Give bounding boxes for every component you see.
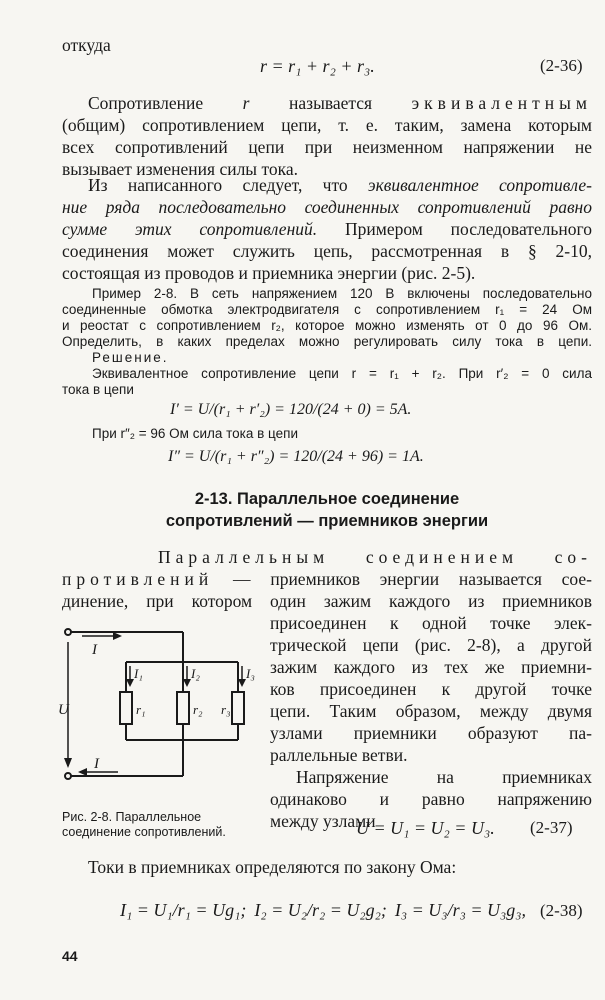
spaced-term: эквивалентным: [411, 93, 592, 113]
section-heading-line2: сопротивлений — приемников энергии: [165, 512, 489, 530]
para1-text: называется: [249, 93, 412, 113]
terminal-top: [65, 629, 71, 635]
example-line: тока в цепи: [62, 382, 134, 397]
para1-line2: (общим) сопротивлением цепи, т. е. таким, замена которым: [62, 115, 592, 135]
para3-line: трической цепи (рис. 2-8), а другой: [270, 635, 592, 655]
example-line: и реостат с сопротивлением r₂, которое можно изменять от 0 до 96 Ом.: [62, 318, 592, 333]
paragraph-parallel-continuation: [270, 612, 592, 832]
para3-line2: [62, 568, 592, 590]
para3-line: цепи. Таким образом, между двумя: [270, 701, 592, 721]
para2-italic: эквивалентное сопротивле-: [367, 175, 592, 195]
para1-text: Сопротивление: [88, 93, 243, 113]
example-formula-2: I″ = U/(r₁ + r″₂) = 120/(24 + 96) = 1А.: [168, 448, 424, 465]
label-voltage: U: [58, 702, 69, 718]
para2-line2: [62, 196, 592, 218]
intro-word: откуда: [62, 35, 111, 55]
para3-line: ков присоединен к другой точке: [270, 679, 592, 699]
para1-line4: вызывает изменения силы тока.: [62, 159, 298, 179]
para2-line4: соединения может служить цепь, рассмотренная в § 2-10,: [62, 241, 592, 261]
resistor-r3: [232, 692, 244, 724]
label-resistor-3: r₃: [221, 702, 231, 717]
equation-2-38-part3: I₃ = U₃/r₃ = U₃g₃,: [394, 900, 526, 920]
spaced-term: противлений: [62, 569, 214, 589]
example-line: Пример 2-8. В сеть напряжением 120 В включены последовательно: [92, 286, 592, 301]
example-line: Определить, в каких пределах можно регулировать силу тока в цепи.: [62, 334, 592, 349]
para3-text: — приемников энергии называется сое-: [213, 569, 592, 589]
para4-line: одинаково и равно напряжению: [270, 789, 592, 809]
equation-2-36: r = r₁ + r₂ + r₃.: [260, 56, 375, 76]
symbol-r: r: [242, 93, 250, 113]
example-2-8: [62, 286, 592, 398]
circuit-diagram: [58, 622, 258, 808]
caption-line1: Рис. 2-8. Параллельное: [62, 810, 202, 824]
label-branch-current-1: I₁: [134, 666, 143, 681]
figure-caption: [62, 810, 262, 840]
example-line: Эквивалентное сопротивление цепи r = r₁ + r₂. При r′₂ = 0 сила: [92, 366, 592, 381]
para4-line: Напряжение на приемниках: [296, 767, 592, 787]
label-resistor-1: r₁: [136, 702, 146, 717]
equation-number-2-37: (2-37): [530, 818, 573, 837]
label-branch-current-2: I₂: [191, 666, 200, 681]
para2-line3: [62, 218, 592, 240]
voltage-arrowhead: [64, 758, 72, 768]
example-formula-1: I′ = U/(r₁ + r′₂) = 120/(24 + 0) = 5А.: [170, 401, 412, 418]
para2-text: Из написанного следует, что: [88, 175, 368, 195]
resistor-r2: [177, 692, 189, 724]
para3-line: раллельные ветви.: [270, 745, 408, 765]
equation-2-37: U = U₁ = U₂ = U₃.: [356, 818, 495, 838]
branch-arrowhead-3: [238, 679, 246, 687]
example-line: При r″₂ = 96 Ом сила тока в цепи: [92, 426, 298, 441]
para3-line: узлами приемники образуют па-: [270, 723, 592, 743]
para3-line1: Параллельным соединением со-: [158, 547, 592, 567]
section-heading: [62, 488, 592, 532]
label-current-top: I: [92, 642, 97, 658]
para1-line3: всех сопротивлений цепи при неизменном напряжении не: [62, 137, 592, 157]
resistor-r1: [120, 692, 132, 724]
equation-number-2-38: (2-38): [540, 901, 583, 920]
para3-line3: динение, при котором один зажим каждого из приемников: [62, 591, 592, 611]
label-current-bottom: I: [94, 756, 99, 772]
caption-line2: соединение сопротивлений.: [62, 825, 226, 839]
para3-line: присоединен к одной точке элек-: [270, 613, 592, 633]
para2-line5: состоящая из проводов и приемника энергии (рис. 2-5).: [62, 263, 476, 283]
para2-italic: ние ряда последовательно соединенных сопротивлений равно: [62, 197, 592, 217]
equation-2-38: [120, 900, 590, 921]
page-number: 44: [62, 948, 78, 964]
label-resistor-2: r₂: [193, 702, 203, 717]
para2-text: Примером последовательного: [317, 219, 592, 239]
equation-2-38-part1: I₁ = U₁/r₁ = Ug₁;: [120, 900, 247, 920]
branch-arrowhead-2: [183, 679, 191, 687]
equation-2-38-part2: I₂ = U₂/r₂ = U₂g₂;: [254, 900, 387, 920]
branch-arrowhead-1: [126, 679, 134, 687]
paragraph-parallel-definition: [62, 546, 592, 612]
current-arrowhead-bottom: [78, 768, 87, 776]
section-heading-line1: 2-13. Параллельное соединение: [194, 490, 460, 508]
solution-label: Решение.: [92, 350, 169, 365]
paragraph-equivalent-resistance: [62, 92, 592, 180]
example-line: соединенные обмотка электродвигателя с сопротивлением r₁ = 24 Ом: [62, 302, 592, 317]
paragraph-conclusion: [62, 174, 592, 284]
terminal-bottom: [65, 773, 71, 779]
para4-line: между узлами: [270, 811, 376, 831]
para3-line: зажим каждого из тех же приемни-: [270, 657, 592, 677]
equation-number-2-36: (2-36): [540, 56, 583, 75]
paragraph-ohm-law: Токи в приемниках определяются по закону Ома:: [88, 857, 457, 877]
current-arrowhead-top: [113, 632, 122, 640]
para2-italic: сумме этих сопротивлений.: [62, 219, 318, 239]
para1-line1: [62, 92, 592, 114]
para2-line1: [62, 174, 592, 196]
label-branch-current-3: I₃: [246, 666, 255, 681]
